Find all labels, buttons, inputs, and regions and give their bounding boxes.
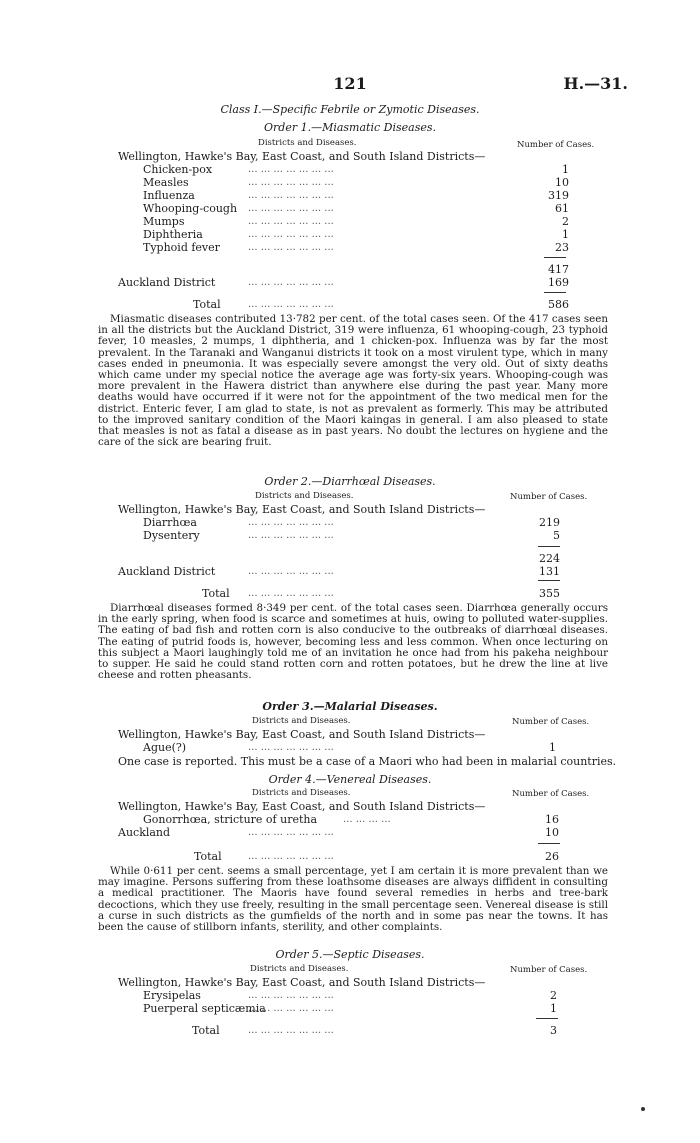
leader-dots: ... ... ... ... ... ... ... [248, 1003, 334, 1014]
order1-row-label: Whooping-cough [143, 202, 238, 215]
order3-note: One case is reported. This must be a case of a Maori who had been in malarial countries. [118, 755, 617, 768]
order5-row-label: Erysipelas [143, 989, 201, 1002]
order1-row-value: 1 [562, 228, 569, 241]
leader-dots: ... ... ... ... ... ... ... [248, 190, 334, 201]
order5-region: Wellington, Hawke's Bay, East Coast, and South Island Districts— [118, 976, 486, 989]
order1-paragraph: Miasmatic diseases contributed 13·782 per cent. of the total cases seen. Of the 417 cases seen in all the districts but the Auckland District, 319 were influenza, 61 whooping-cough, 23 typhoid fever, 10 measles, 2 mumps, 1 diphtheria, and 1 chicken-pox. Influenza was by far the most prevalent. In the Taranaki and Wanganui districts it took on a most virulent type, which in many cases ended in pneumonia. It was especially severe amongst the very old. Out of sixty deaths which came under my special notice the average age was forty-six years. Whooping-cough was more prevalent in the Hawera district than anywhere else during the past year. Many more deaths would have occurred if it were not for the appointment of the two medical men for the district. Enteric fever, I am glad to state, is not as prevalent as formerly. This may be attributed to the improved sanitary condition of the Maori kaingas in general. I am also pleased to state that measles is not as fatal a disease as in past years. No doubt the lectures on hygiene and the care of the sick are bearing fruit. [98, 313, 608, 449]
leader-dots: ... ... ... ... ... ... ... [248, 229, 334, 240]
order4-region: Wellington, Hawke's Bay, East Coast, and South Island Districts— [118, 800, 486, 813]
class-title: Class I.—Specific Febrile or Zymotic Diseases. [220, 103, 480, 116]
order2-paragraph: Diarrhœal diseases formed 8·349 per cent. of the total cases seen. Diarrhœa generally occurs in the early spring, when food is scarce and sometimes at huis, owing to polluted water-supplies. The eating of bad fish and rotten corn is also conducive to the outbreaks of diarrhœal diseases. The eating of putrid foods is, however, becoming less and less common. When once lecturing on this subject a Maori laughingly told me of an invitation he once had from his pakeha neighbour to supper. He said he could stand rotten corn and rotten potatoes, but he drew the line at live cheese and rotten pheasants. [98, 602, 608, 682]
leader-dots: ... ... ... ... ... ... ... [248, 164, 334, 175]
sum-rule [538, 580, 560, 581]
leader-dots: ... ... ... ... ... ... ... [248, 517, 334, 528]
order2-col-districts: Districts and Diseases. [255, 491, 354, 501]
leader-dots: ... ... ... ... ... ... ... [248, 566, 334, 577]
page-number: 121 [333, 74, 367, 93]
order4-row-label: Gonorrhœa, stricture of uretha [143, 813, 318, 826]
order1-row-value: 1 [562, 163, 569, 176]
leader-dots: ... ... ... ... ... ... ... [248, 990, 334, 1001]
order2-row-label: Diarrhœa [143, 516, 197, 529]
order1-auckland-label: Auckland District [118, 276, 216, 289]
sum-rule [536, 1018, 558, 1019]
order4-col-districts: Districts and Diseases. [252, 788, 351, 798]
order1-total-label: Total [193, 298, 221, 311]
leader-dots: ... ... ... ... ... ... ... [248, 277, 334, 288]
order4-row-label: Auckland [118, 826, 171, 839]
order2-title: Order 2.—Diarrhœal Diseases. [264, 475, 436, 488]
order4-row-value: 16 [545, 813, 559, 826]
leader-dots: ... ... ... ... [343, 814, 391, 825]
order1-subtotal: 417 [548, 263, 569, 276]
sum-rule [544, 292, 566, 293]
order4-paragraph: While 0·611 per cent. seems a small percentage, yet I am certain it is more prevalent than we may imagine. Persons suffering from these loathsome diseases are always diffident in consulting a medical practitioner. The Maoris have found several remedies in herbs and tree-bark decoctions, which they use freely, resulting in the small percentage seen. Venereal disease is still a curse in such districts as the gumfields of the north and in some pas near the towns. It has been the cause of stillborn infants, sterility, and other complaints. [98, 865, 608, 934]
order4-total-label: Total [194, 850, 222, 863]
leader-dots: ... ... ... ... ... ... ... [248, 242, 334, 253]
order5-total-label: Total [192, 1024, 220, 1037]
order5-row-value: 1 [550, 1002, 557, 1015]
leader-dots: ... ... ... ... ... ... ... [248, 588, 334, 599]
leader-dots: ... ... ... ... ... ... ... [248, 1025, 334, 1036]
order1-row-label: Measles [143, 176, 189, 189]
order1-total-value: 586 [548, 298, 569, 311]
leader-dots: ... ... ... ... ... ... ... [248, 216, 334, 227]
order2-col-cases: Number of Cases. [510, 492, 588, 502]
order3-region: Wellington, Hawke's Bay, East Coast, and South Island Districts— [118, 728, 486, 741]
order2-row-value: 219 [539, 516, 560, 529]
order5-row-label: Puerperal septicæmia [143, 1002, 266, 1015]
leader-dots: ... ... ... ... ... ... ... [248, 742, 334, 753]
order4-total-value: 26 [545, 850, 559, 863]
order2-row-label: Dysentery [143, 529, 200, 542]
order3-col-districts: Districts and Diseases. [252, 716, 351, 726]
order1-row-label: Influenza [143, 189, 195, 202]
leader-dots: ... ... ... ... ... ... ... [248, 177, 334, 188]
order1-row-value: 61 [555, 202, 569, 215]
order5-col-cases: Number of Cases. [510, 965, 588, 975]
order1-region: Wellington, Hawke's Bay, East Coast, and South Island Districts— [118, 150, 486, 163]
order2-total-label: Total [202, 587, 230, 600]
order3-title: Order 3.—Malarial Diseases. [262, 700, 438, 713]
leader-dots: ... ... ... ... ... ... ... [248, 530, 334, 541]
order2-row-value: 5 [553, 529, 560, 542]
order1-row-label: Chicken-pox [143, 163, 213, 176]
order2-total-value: 355 [539, 587, 560, 600]
order1-row-value: 319 [548, 189, 569, 202]
order2-subtotal: 224 [539, 552, 560, 565]
order1-auckland-value: 169 [548, 276, 569, 289]
order1-row-label: Mumps [143, 215, 185, 228]
order2-auckland-label: Auckland District [118, 565, 216, 578]
leader-dots: ... ... ... ... ... ... ... [248, 851, 334, 862]
order3-row-value: 1 [549, 741, 556, 754]
sum-rule [538, 546, 560, 547]
leader-dots: ... ... ... ... ... ... ... [248, 299, 334, 310]
order5-title: Order 5.—Septic Diseases. [275, 948, 425, 961]
order1-row-value: 10 [555, 176, 569, 189]
order1-title: Order 1.—Miasmatic Diseases. [264, 121, 436, 134]
order2-auckland-value: 131 [539, 565, 560, 578]
order5-total-value: 3 [550, 1024, 557, 1037]
stray-mark [641, 1107, 645, 1111]
order5-col-districts: Districts and Diseases. [250, 964, 349, 974]
order4-title: Order 4.—Venereal Diseases. [268, 773, 432, 786]
order4-col-cases: Number of Cases. [512, 789, 590, 799]
order1-row-value: 23 [555, 241, 569, 254]
order1-row-label: Typhoid fever [143, 241, 220, 254]
leader-dots: ... ... ... ... ... ... ... [248, 827, 334, 838]
order1-col-cases: Number of Cases. [517, 140, 595, 150]
sum-rule [538, 843, 560, 844]
order1-row-value: 2 [562, 215, 569, 228]
order2-region: Wellington, Hawke's Bay, East Coast, and South Island Districts— [118, 503, 486, 516]
order4-row-value: 10 [545, 826, 559, 839]
order3-col-cases: Number of Cases. [512, 717, 590, 727]
page-reference: H.—31. [563, 74, 628, 93]
sum-rule [544, 257, 566, 258]
order3-row-label: Ague(?) [143, 741, 187, 754]
order1-col-districts: Districts and Diseases. [258, 138, 357, 148]
order5-row-value: 2 [550, 989, 557, 1002]
leader-dots: ... ... ... ... ... ... ... [248, 203, 334, 214]
order1-row-label: Diphtheria [143, 228, 203, 241]
